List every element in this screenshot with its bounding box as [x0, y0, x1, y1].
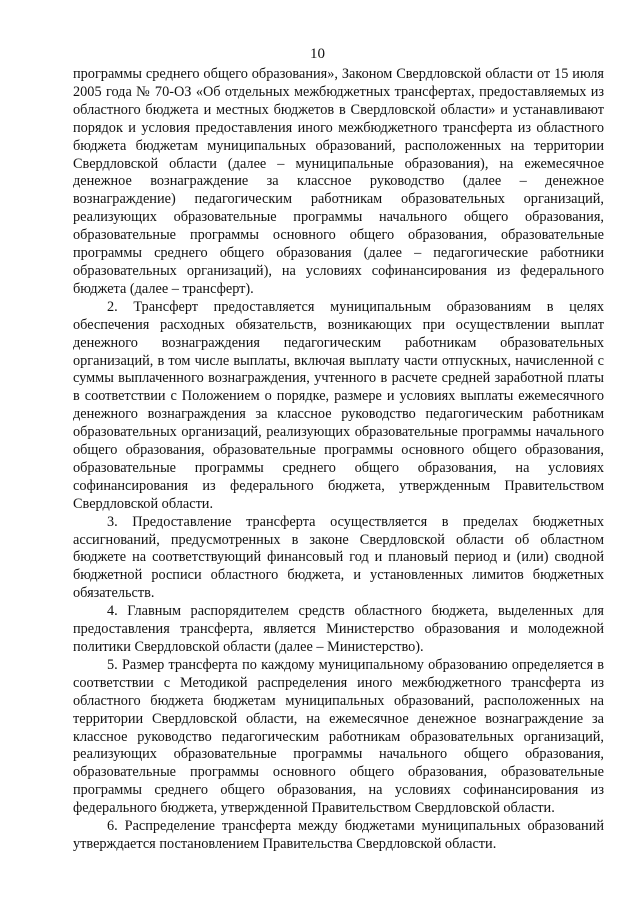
- page-number: 10: [310, 46, 325, 62]
- paragraph-6: 6. Распределение трансферта между бюджетами муниципальных образований утверждается постановлением Правительства Свердловской области.: [73, 818, 604, 852]
- paragraph-3: 3. Предоставление трансферта осуществляется в пределах бюджетных ассигнований, предусмотренных в законе Свердловской области об областном бюджете на соответствующий финансовый год и плановый период и (или) сводной бюджетной росписи областного бюджета, и установленных лимитов бюджетных обязательств.: [73, 513, 604, 602]
- paragraph-continuation: программы среднего общего образования», Законом Свердловской области от 15 июля 2005 года № 70-ОЗ «Об отдельных межбюджетных трансфертах, предоставляемых из областного бюджета и местных бюджетов в Свердловской области» и устанавливают порядок и условия предоставления иного межбюджетного трансферта из областного бюджета бюджетам муниципальных образований, расположенных на территории Свердловской области (далее – муниципальные образования), на ежемесячное денежное вознаграждение за классное руководство (далее – денежное вознаграждение) педагогическим работникам образовательных организаций, реализующих образовательные программы начального общего образования, образовательные программы основного общего образования, образовательные программы среднего общего образования (далее – педагогические работники образовательных организаций), на условиях софинансирования из федерального бюджета (далее – трансферт).: [73, 66, 604, 297]
- paragraph-4: 4. Главным распорядителем средств областного бюджета, выделенных для предоставления трансферта, является Министерство образования и молодежной политики Свердловской области (далее – Министерство).: [73, 603, 604, 655]
- paragraph-5: 5. Размер трансферта по каждому муниципальному образованию определяется в соответствии с Методикой распределения иного межбюджетного трансферта из областного бюджета бюджетам муниципальных образований, расположенных на территории Свердловской области, на ежемесячное денежное вознаграждение за классное руководство педагогическим работникам образовательных организаций, реализующих образовательные программы начального общего образования, образовательные программы основного общего образования, образовательные программы среднего общего образования, на условиях софинансирования из федерального бюджета, утвержденной Правительством Свердловской области.: [73, 656, 604, 817]
- document-body: [73, 66, 604, 854]
- paragraph-2: 2. Трансферт предоставляется муниципальным образованиям в целях обеспечения расходных обязательств, возникающих при осуществлении выплат денежного вознаграждения педагогическим работникам образовательных организаций, в том числе выплаты, включая выплату части отпускных, начисленной с суммы выплаченного вознаграждения, учтенного в расчете средней заработной платы в соответствии с Положением о порядке, размере и условиях выплаты ежемесячного денежного вознаграждения за классное руководство педагогическим работникам образовательных организаций, реализующих образовательные программы начального общего образования, образовательные программы основного общего образования, образовательные программы среднего общего образования, на условиях софинансирования из федерального бюджета, утвержденным Правительством Свердловской области.: [73, 298, 604, 512]
